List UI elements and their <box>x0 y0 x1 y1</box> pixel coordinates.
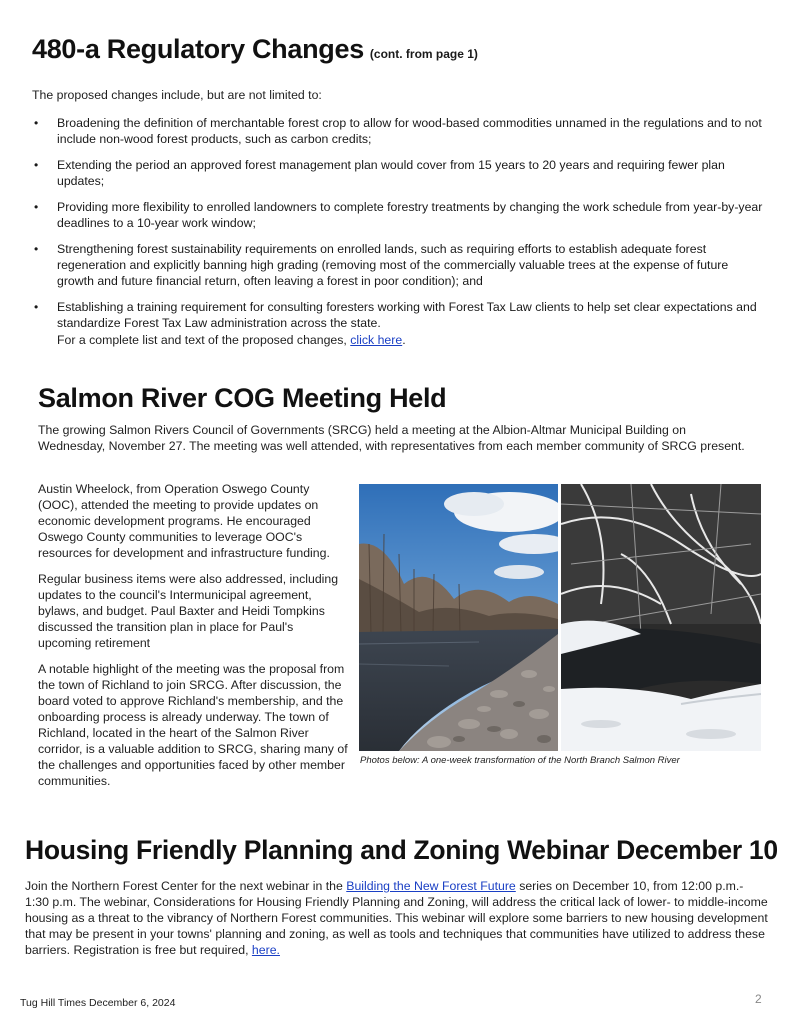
bullet-icon: • <box>34 158 39 172</box>
registration-here-link[interactable]: here. <box>251 943 280 957</box>
bullet-icon: • <box>34 242 39 256</box>
section-cog-intro: The growing Salmon Rivers Council of Governments (SRCG) held a meeting at the Albion-Altmar Municipal Building on Wednesday, November 27. The meeting was well attended, with representatives from each member community of SRCG present. <box>38 423 745 453</box>
click-here-link[interactable]: click here <box>350 333 403 347</box>
section-480a-heading <box>32 34 752 65</box>
river-snow-photo <box>561 484 761 751</box>
list-item: • Establishing a training requirement for consulting foresters working with Forest Tax Law clients to help set clear expectations and standardize Forest Tax Law administration across the state. <box>34 300 757 330</box>
section-480a-title: 480-a Regulatory Changes <box>32 34 364 64</box>
river-autumn-photo <box>359 484 558 751</box>
section-480a <box>32 34 752 65</box>
footer-publication: Tug Hill Times December 6, 2024 <box>20 997 176 1009</box>
list-item: • Strengthening forest sustainability requirements on enrolled lands, such as requiring efforts to establish adequate forest regeneration and explicitly banning high grading (removing most of the commercially valuable trees at the expense of future growth and future financial return, often leaving a forest in poor condition); and <box>34 242 729 288</box>
page-number: 2 <box>755 992 762 1006</box>
section-cog-title: Salmon River COG Meeting Held <box>38 383 447 413</box>
section-cog-paragraph-3: A notable highlight of the meeting was the proposal from the town of Richland to join SRCG. After discussion, the board voted to approve Richland's membership, and the onboarding process is already underway. The town of Richland, located in the heart of the Salmon River corridor, is a valuable addition to SRCG, sharing many of the challenges and opportunities faced by other member communities. <box>38 662 348 788</box>
section-480a-bullet-list <box>32 115 764 341</box>
section-480a-title-note: (cont. from page 1) <box>369 47 478 61</box>
list-item: • Providing more flexibility to enrolled landowners to complete forestry treatments by changing the work schedule from year-by-year deadlines to a 10-year work window; <box>34 200 763 230</box>
list-item: • Broadening the definition of merchantable forest crop to allow for wood-based commodities unnamed in the regulations and to not include non-wood forest products, such as carbon credits; <box>34 116 762 146</box>
section-webinar-title: Housing Friendly Planning and Zoning Webinar December 10 <box>25 835 778 865</box>
list-item: • Extending the period an approved forest management plan would cover from 15 years to 20 years and requiring fewer plan updates; <box>34 158 725 188</box>
section-webinar-body: Join the Northern Forest Center for the next webinar in the Building the New Forest Future series on December 10, from 12:00 p.m.- 1:30 p.m. The webinar, Considerations for Housing Friendly Planning and Zoning, will address the critical lack of lower- to middle-income housing as a threat to the vibrancy of Northern Forest communities. This webinar will explore some barriers to new housing development that may be present in your towns' planning and zoning, as well as tools and techniques that communities have utilized to address these barriers. Registration is free but required, here. <box>25 879 768 957</box>
section-cog-paragraph-2: Regular business items were also addressed, including updates to the council's Intermunicipal agreement, bylaws, and budget. Paul Baxter and Heidi Tompkins discussed the transition plan in place for Paul's upcoming retirement <box>38 572 339 650</box>
section-cog-paragraph-1: Austin Wheelock, from Operation Oswego County (OOC), attended the meeting to provide updates on economic development programs. He encouraged Oswego County communities to leverage OOC's resources for development and infrastructure funding. <box>38 482 330 560</box>
section-480a-closing: For a complete list and text of the proposed changes, click here. <box>57 333 406 347</box>
photos-caption: Photos below: A one-week transformation of the North Branch Salmon River <box>360 755 680 766</box>
bullet-icon: • <box>34 116 39 130</box>
building-new-forest-future-link[interactable]: Building the New Forest Future <box>346 879 516 893</box>
bullet-icon: • <box>34 300 39 314</box>
section-480a-intro: The proposed changes include, but are not limited to: <box>32 88 322 102</box>
bullet-icon: • <box>34 200 39 214</box>
